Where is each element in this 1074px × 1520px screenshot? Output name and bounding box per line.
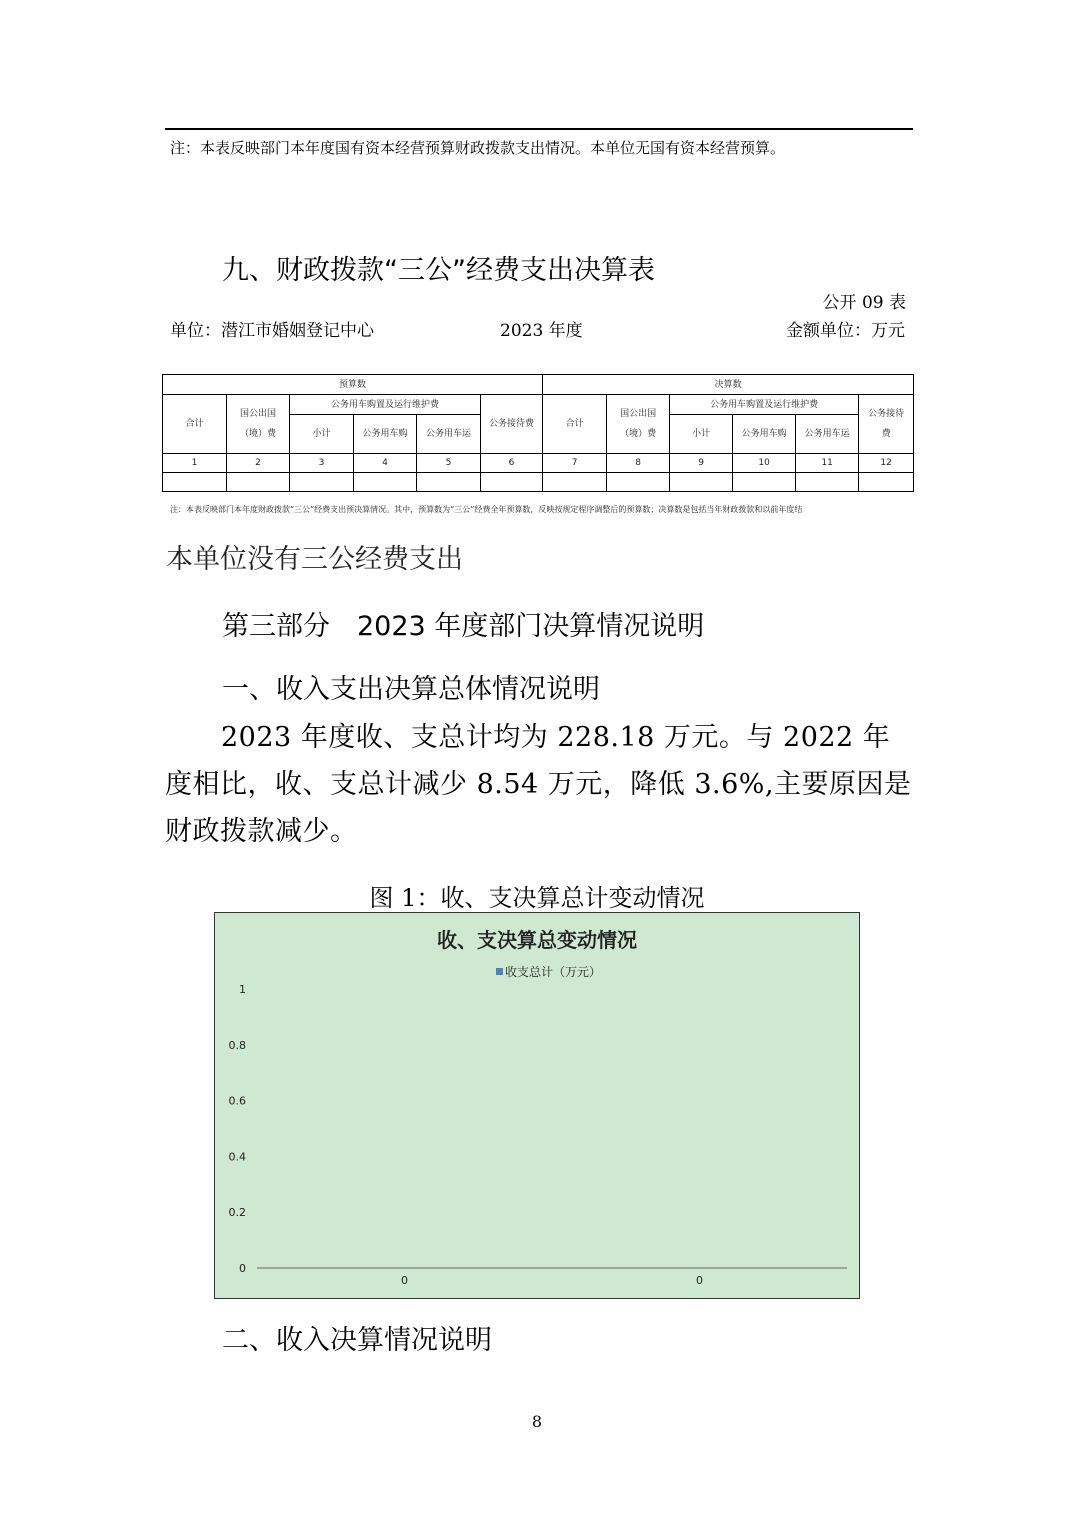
y-tick-label: 0.6 [228, 1094, 246, 1108]
bar-chart [215, 913, 859, 1298]
col-number: 11 [796, 454, 859, 473]
section-title: 九、财政拨款“三公”经费支出决算表 [222, 255, 655, 286]
y-tick-label: 1 [239, 983, 246, 996]
bar-data-label: 0 [401, 1274, 408, 1287]
col-number: 12 [859, 454, 914, 473]
vehicle-operation-header: 公务用车运 [417, 415, 481, 454]
y-axis-ticks [229, 983, 247, 1275]
total-header-final: 合计 [543, 395, 607, 454]
body-paragraph: 2023 年度收、支总计均为 228.18 万元。与 2022 年度相比，收、支总计减少 8.54 万元，降低 3.6%,主要原因是财政拨款减少。 [165, 722, 912, 847]
year-label: 2023 年度 [500, 321, 583, 341]
col-number: 9 [670, 454, 733, 473]
group-budget-header: 预算数 [163, 375, 543, 395]
vehicle-purchase-header-final: 公务用车购 [733, 415, 796, 454]
top-rule [165, 128, 913, 130]
y-tick-label: 0.8 [228, 1038, 246, 1052]
empty-data-row [163, 473, 914, 492]
heading-income-expense: 一、收入支出决算总体情况说明 [222, 674, 600, 705]
vehicle-purchase-header: 公务用车购 [354, 415, 417, 454]
subtotal-header-final: 小计 [670, 415, 733, 454]
top-note: 注：本表反映部门本年度国有资本经营预算财政拨款支出情况。本单位无国有资本经营预算。 [170, 139, 786, 157]
y-tick-label: 0.2 [228, 1206, 246, 1220]
chart-title: 收、支决算总变动情况 [437, 928, 637, 952]
col-number: 7 [543, 454, 607, 473]
col-number: 1 [163, 454, 227, 473]
heading-income: 二、收入决算情况说明 [222, 1325, 492, 1356]
figure-caption: 图 1：收、支决算总计变动情况 [369, 884, 705, 912]
subtotal-header: 小计 [290, 415, 354, 454]
y-tick-label: 0 [239, 1262, 246, 1275]
reception-header-final: 公务接待 费 [859, 395, 914, 454]
col-number: 6 [481, 454, 543, 473]
sangong-table [162, 374, 914, 492]
vehicle-group-header: 公务用车购置及运行维护费 [290, 395, 481, 415]
unit-label: 单位：潜江市婚姻登记中心 [170, 321, 374, 341]
table-note: 注：本表反映部门本年度财政拨款“三公”经费支出预决算情况。其中，预算数为“三公”经费全年预算数，反映按规定程序调整后的预算数；决算数是包括当年财政拨款和以前年度结 [170, 505, 803, 514]
chart-container [214, 912, 860, 1299]
reception-header: 公务接待费 [481, 395, 543, 454]
vehicle-group-header-final: 公务用车购置及运行维护费 [670, 395, 859, 415]
col-number: 5 [417, 454, 481, 473]
vehicle-operation-header-final: 公务用车运 [796, 415, 859, 454]
legend-marker [496, 968, 503, 975]
group-final-header: 决算数 [543, 375, 914, 395]
abroad-header: 国公出国 （境）费 [227, 395, 290, 454]
amount-unit: 金额单位：万元 [786, 321, 905, 341]
page-number: 8 [531, 1412, 543, 1431]
col-number: 10 [733, 454, 796, 473]
total-header: 合计 [163, 395, 227, 454]
cut-off-text: 本单位没有三公经费支出 [166, 544, 463, 575]
table-number: 公开 09 表 [822, 293, 906, 313]
col-number: 3 [290, 454, 354, 473]
unit-row [170, 316, 905, 340]
col-number: 2 [227, 454, 290, 473]
bar-data-label: 0 [696, 1274, 703, 1287]
col-number: 8 [607, 454, 670, 473]
y-tick-label: 0.4 [228, 1150, 246, 1164]
col-number: 4 [354, 454, 417, 473]
legend-label: 收支总计（万元） [505, 965, 602, 979]
abroad-header-final: 国公出国 （境）费 [607, 395, 670, 454]
data-labels [401, 1274, 703, 1287]
part-title: 第三部分 2023 年度部门决算情况说明 [222, 611, 705, 642]
